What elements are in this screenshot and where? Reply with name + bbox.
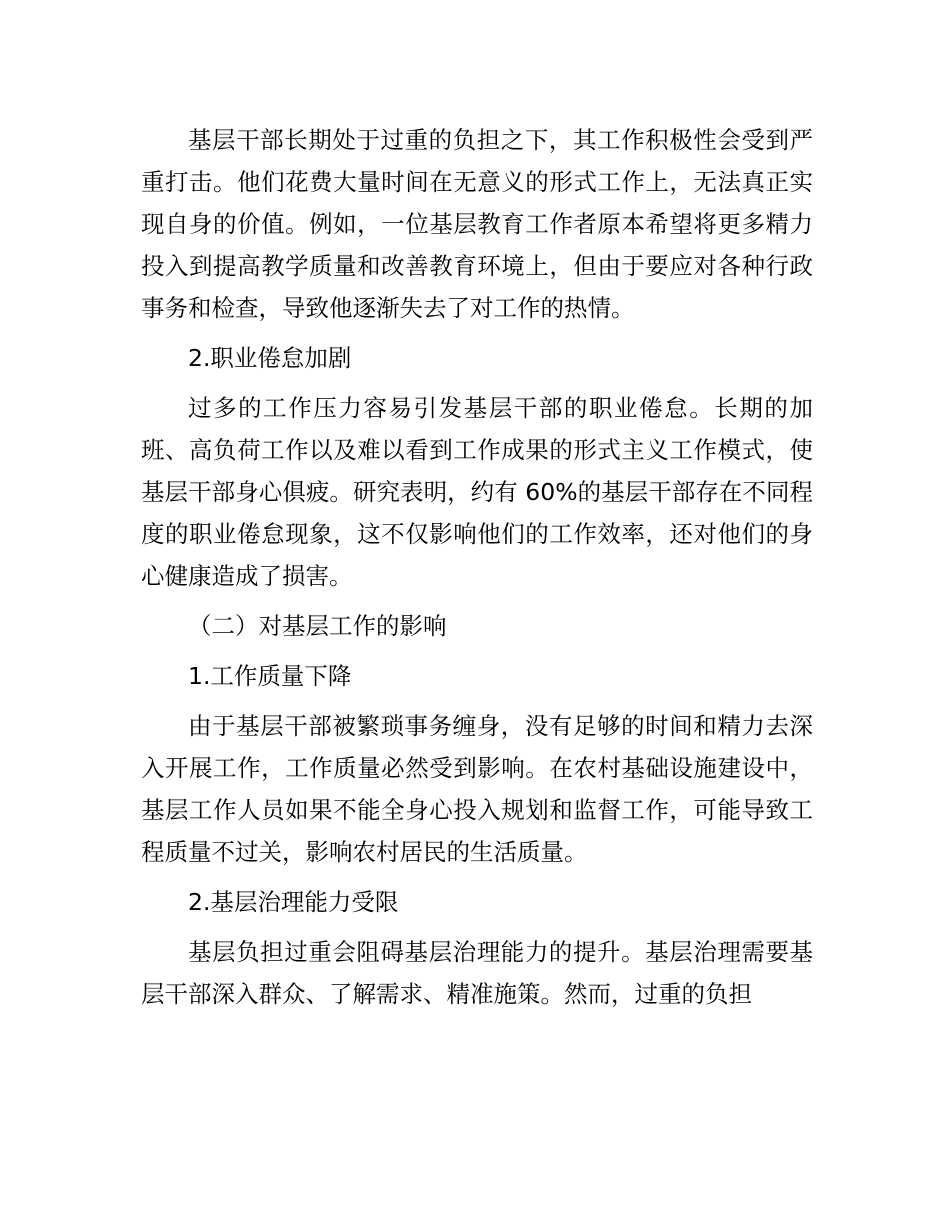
paragraph-impact-on-enthusiasm: 基层干部长期处于过重的负担之下，其工作积极性会受到严重打击。他们花费大量时间在无意义的形式工作上，无法真正实现自身的价值。例如，一位基层教育工作者原本希望将更多精力投入到提高教学质量和改善教育环境上，但由于要应对各种行政事务和检查，导致他逐渐失去了对工作的热情。 [141, 126, 813, 322]
heading-governance-limited: 2.基层治理能力受限 [188, 888, 399, 916]
document-body [141, 119, 813, 1023]
paragraph-burnout: 过多的工作压力容易引发基层干部的职业倦怠。长期的加班、高负荷工作以及难以看到工作成果的形式主义工作模式，使基层干部身心俱疲。研究表明，约有 60%的基层干部存在不同程度的职业倦怠现象，这不仅影响他们的工作效率，还对他们的身心健康造成了损害。 [141, 394, 813, 590]
paragraph-governance-limited: 基层负担过重会阻碍基层治理能力的提升。基层治理需要基层干部深入群众、了解需求、精准施策。然而，过重的负担 [141, 938, 813, 1008]
heading-quality-decline: 1.工作质量下降 [188, 662, 352, 690]
heading-burnout: 2.职业倦怠加剧 [188, 344, 352, 372]
paragraph-quality-decline: 由于基层干部被繁琐事务缠身，没有足够的时间和精力去深入开展工作，工作质量必然受到影响。在农村基础设施建设中，基层工作人员如果不能全身心投入规划和监督工作，可能导致工程质量不过关，影响农村居民的生活质量。 [141, 712, 813, 866]
heading-impact-on-work: （二）对基层工作的影响 [188, 612, 447, 640]
